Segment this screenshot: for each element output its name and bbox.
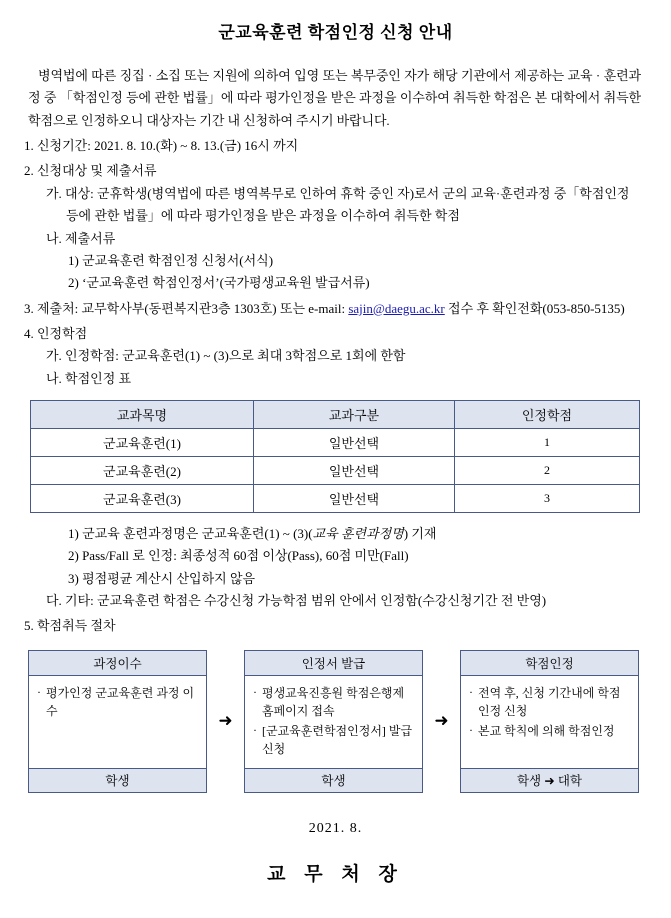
- table-row: [31, 457, 640, 485]
- item-5-heading: 5. 학점취득 절차: [24, 618, 116, 634]
- cell-credits: 3: [455, 485, 640, 513]
- flow-box-1-title: 과정이수: [29, 651, 206, 676]
- item-4a-credits: 가. 인정학점: 군교육훈련(1) ~ (3)으로 최대 3학점으로 1회에 한함: [46, 348, 406, 364]
- item-2b-documents-heading: 나. 제출서류: [46, 230, 116, 246]
- email-link[interactable]: sajin@daegu.ac.kr: [348, 300, 445, 316]
- note-1: [20, 523, 647, 545]
- flow-box-course-completion: [28, 650, 207, 793]
- cell-category: 일반선택: [254, 457, 455, 485]
- flow-box-2-title: 인정서 발급: [245, 651, 422, 676]
- flow-box-1-line-1: · 평가인정 군교육훈련 과정 이수: [37, 684, 200, 720]
- cell-subject: 군교육훈련(3): [31, 485, 254, 513]
- intro-paragraph: 병역법에 따른 징집 · 소집 또는 지원에 의하여 입영 또는 복무중인 자가 해당 기관에서 제공하는 교육 · 훈련과정 중 「학점인정 등에 관한 법률」에 따라 평가인정을 받은 과정을 이수하여 취득한 학점은 본 대학에서 취득한 학점으로 인정하오니 대상자는 기간 내 신청하여 주시기 바랍니다.: [28, 68, 641, 128]
- flow-box-3-line-1: · 전역 후, 신청 기간내에 학점인정 신청: [469, 684, 632, 720]
- process-flow-diagram: [28, 650, 640, 793]
- arrow-right-icon-1: ➜: [218, 711, 233, 731]
- item-3-submission: [20, 298, 647, 320]
- table-header-row: [31, 401, 640, 429]
- cell-subject: 군교육훈련(1): [31, 429, 254, 457]
- item-2b-document-1: 1) 군교육훈련 학점인정 신청서(서식): [68, 252, 274, 268]
- item-2a-target-line2: 등에 관한 법률」에 따라 평가인정을 받은 과정을 이수하여 취득한 학점: [66, 208, 460, 224]
- table-row: [31, 429, 640, 457]
- flow-box-3-body: [461, 676, 638, 768]
- document-body-2: [20, 523, 647, 638]
- flow-box-1-body: [29, 676, 206, 768]
- flow-box-3-title: 학점인정: [461, 651, 638, 676]
- item-2a-target-line1: 가. 대상: 군휴학생(병역법에 따른 병역복무로 인하여 휴학 중인 자)로서 군의 교육·훈련과정 중「학점인정: [46, 185, 630, 201]
- table-header-category: 교과구분: [254, 401, 455, 429]
- item-2-heading: 2. 신청대상 및 제출서류: [24, 163, 157, 179]
- note-3: 3) 평점평균 계산시 산입하지 않음: [68, 570, 256, 586]
- document-signature: 교 무 처 장: [267, 863, 404, 885]
- cell-credits: 1: [455, 429, 640, 457]
- item-4b-table-heading: 나. 학점인정 표: [46, 370, 132, 386]
- flow-box-certificate-issue: [244, 650, 423, 793]
- cell-credits: 2: [455, 457, 640, 485]
- flow-box-2-line-1: · 평생교육진흥원 학점은행제 홈페이지 접속: [253, 684, 416, 720]
- note-1-course-name: 교육 훈련과정명: [312, 526, 404, 542]
- credit-table: [30, 400, 640, 513]
- table-row: [31, 485, 640, 513]
- document-body: [20, 135, 647, 390]
- item-1-application-period: 1. 신청기간: 2021. 8. 10.(화) ~ 8. 13.(금) 16시 까지: [24, 138, 299, 154]
- item-4c-other: 다. 기타: 군교육훈련 학점은 수강신청 가능학점 범위 안에서 인정함(수강신청기간 전 반영): [46, 593, 547, 609]
- cell-category: 일반선택: [254, 485, 455, 513]
- flow-box-2-line-2: · [군교육훈련학점인정서] 발급신청: [253, 722, 416, 758]
- cell-subject: 군교육훈련(2): [31, 457, 254, 485]
- note-1-prefix: 1) 군교육 훈련과정명은 군교육훈련(1) ~ (3)(: [68, 526, 313, 542]
- document-date: 2021. 8.: [308, 820, 363, 836]
- flow-box-3-actor: 학생 ➜ 대학: [461, 768, 638, 792]
- arrow-right-icon-2: ➜: [434, 711, 449, 731]
- item-3-suffix: 접수 후 확인전화(053-850-5135): [444, 300, 625, 316]
- flow-box-2-actor: 학생: [245, 768, 422, 792]
- table-header-credits: 인정학점: [455, 401, 640, 429]
- note-2: 2) Pass/Fall 로 인정: 최종성적 60점 이상(Pass), 60점 미만(Fall): [68, 548, 409, 564]
- flow-box-3-line-2: · 본교 학칙에 의해 학점인정: [469, 722, 632, 740]
- flow-box-1-actor: 학생: [29, 768, 206, 792]
- note-1-suffix: ) 기재: [403, 526, 437, 542]
- flow-box-credit-recognition: [460, 650, 639, 793]
- item-3-prefix: 3. 제출처: 교무학사부(동편복지관3층 1303호) 또는 e-mail:: [24, 300, 349, 316]
- cell-category: 일반선택: [254, 429, 455, 457]
- item-2b-document-2: 2) ‘군교육훈련 학점인정서’(국가평생교육원 발급서류): [68, 275, 370, 291]
- flow-box-2-body: [245, 676, 422, 768]
- table-header-subject: 교과목명: [31, 401, 254, 429]
- document-page: [0, 12, 671, 918]
- item-4-heading: 4. 인정학점: [24, 325, 88, 341]
- page-title: 군교육훈련 학점인정 신청 안내: [218, 23, 453, 42]
